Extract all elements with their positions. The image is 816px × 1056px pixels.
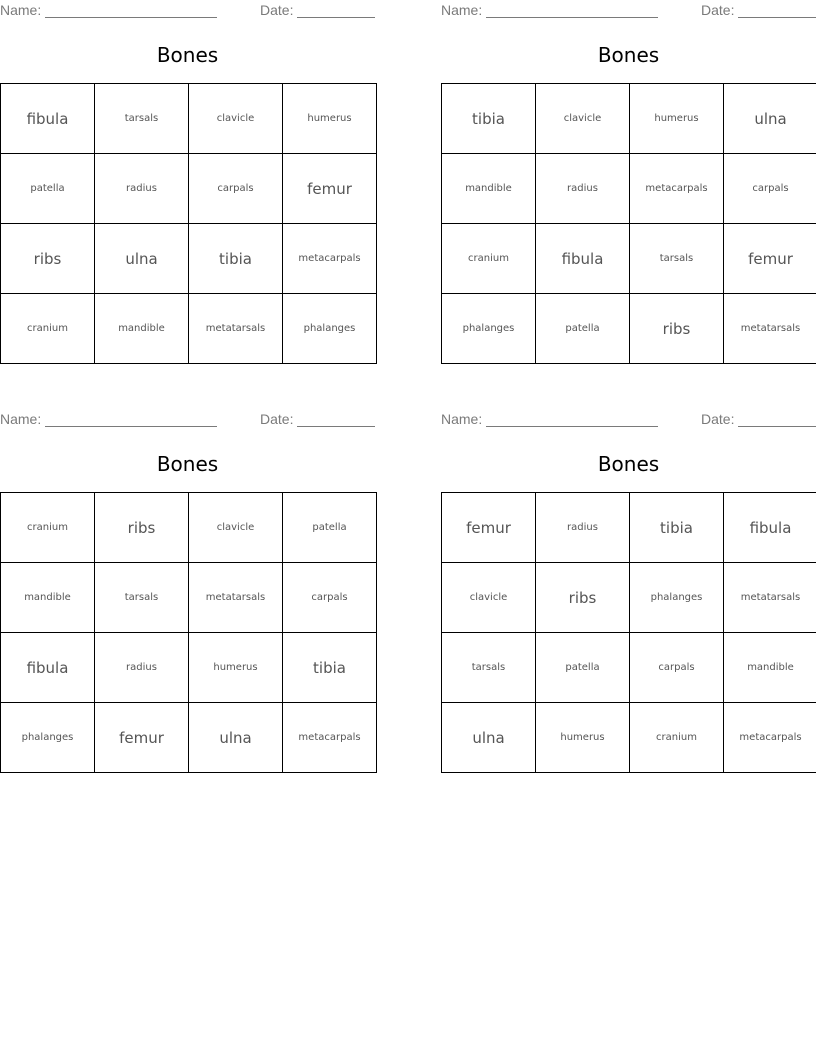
grid-cell: ribs: [1, 224, 95, 294]
grid-row: [1, 84, 377, 154]
grid-cell: ulna: [724, 84, 816, 154]
grid-row: [442, 563, 816, 633]
name-blank: [45, 426, 217, 427]
grid-cell: metacarpals: [283, 703, 377, 773]
grid-cell: tibia: [630, 493, 724, 563]
bingo-grid: [0, 492, 377, 773]
bingo-grid: [441, 83, 816, 364]
grid-cell: tibia: [189, 224, 283, 294]
grid-cell: phalanges: [442, 294, 536, 364]
grid-cell: mandible: [442, 154, 536, 224]
name-blank: [486, 426, 658, 427]
grid-cell: ulna: [189, 703, 283, 773]
grid-row: [1, 633, 377, 703]
name-label: Name:: [0, 411, 42, 427]
grid-cell: cranium: [442, 224, 536, 294]
grid-cell: ribs: [536, 563, 630, 633]
grid-row: [1, 493, 377, 563]
grid-cell: fibula: [536, 224, 630, 294]
grid-row: [1, 224, 377, 294]
grid-cell: patella: [536, 633, 630, 703]
name-date-header: [441, 411, 816, 429]
grid-cell: humerus: [536, 703, 630, 773]
grid-row: [442, 633, 816, 703]
grid-row: [1, 154, 377, 224]
grid-cell: tibia: [442, 84, 536, 154]
date-label: Date:: [260, 411, 294, 427]
name-label: Name:: [0, 2, 42, 18]
grid-row: [1, 294, 377, 364]
card-title: Bones: [597, 43, 660, 67]
grid-cell: metatarsals: [189, 563, 283, 633]
card-title: Bones: [156, 43, 219, 67]
grid-cell: humerus: [630, 84, 724, 154]
grid-row: [442, 84, 816, 154]
grid-cell: humerus: [189, 633, 283, 703]
grid-cell: cranium: [1, 294, 95, 364]
grid-cell: patella: [536, 294, 630, 364]
grid-cell: femur: [95, 703, 189, 773]
grid-cell: ribs: [630, 294, 724, 364]
grid-cell: femur: [724, 224, 816, 294]
grid-row: [442, 294, 816, 364]
date-blank: [738, 17, 816, 18]
grid-cell: metacarpals: [283, 224, 377, 294]
grid-cell: metacarpals: [724, 703, 816, 773]
grid-cell: metacarpals: [630, 154, 724, 224]
grid-cell: mandible: [1, 563, 95, 633]
bingo-grid: [441, 492, 816, 773]
grid-cell: mandible: [95, 294, 189, 364]
grid-cell: ribs: [95, 493, 189, 563]
grid-cell: clavicle: [189, 84, 283, 154]
grid-cell: ulna: [95, 224, 189, 294]
grid-cell: tarsals: [630, 224, 724, 294]
grid-cell: patella: [1, 154, 95, 224]
grid-cell: fibula: [724, 493, 816, 563]
grid-cell: carpals: [189, 154, 283, 224]
date-label: Date:: [701, 2, 735, 18]
date-blank: [297, 17, 375, 18]
date-blank: [738, 426, 816, 427]
grid-row: [442, 154, 816, 224]
grid-cell: cranium: [1, 493, 95, 563]
grid-cell: carpals: [724, 154, 816, 224]
grid-cell: phalanges: [283, 294, 377, 364]
grid-cell: humerus: [283, 84, 377, 154]
grid-cell: radius: [536, 493, 630, 563]
grid-cell: radius: [95, 633, 189, 703]
card-title: Bones: [156, 452, 219, 476]
date-label: Date:: [260, 2, 294, 18]
name-date-header: [0, 2, 375, 20]
grid-cell: radius: [536, 154, 630, 224]
grid-cell: ulna: [442, 703, 536, 773]
grid-cell: phalanges: [1, 703, 95, 773]
grid-cell: metatarsals: [724, 294, 816, 364]
name-date-header: [441, 2, 816, 20]
grid-cell: femur: [442, 493, 536, 563]
grid-cell: clavicle: [189, 493, 283, 563]
card-title: Bones: [597, 452, 660, 476]
grid-cell: clavicle: [442, 563, 536, 633]
grid-cell: metatarsals: [189, 294, 283, 364]
name-date-header: [0, 411, 375, 429]
grid-cell: clavicle: [536, 84, 630, 154]
grid-row: [442, 224, 816, 294]
grid-cell: tarsals: [95, 563, 189, 633]
grid-cell: cranium: [630, 703, 724, 773]
grid-row: [442, 493, 816, 563]
grid-cell: phalanges: [630, 563, 724, 633]
name-blank: [45, 17, 217, 18]
grid-cell: fibula: [1, 84, 95, 154]
date-label: Date:: [701, 411, 735, 427]
grid-cell: tarsals: [442, 633, 536, 703]
grid-cell: fibula: [1, 633, 95, 703]
grid-cell: patella: [283, 493, 377, 563]
grid-cell: radius: [95, 154, 189, 224]
grid-cell: carpals: [630, 633, 724, 703]
grid-cell: tibia: [283, 633, 377, 703]
bingo-grid: [0, 83, 377, 364]
grid-row: [442, 703, 816, 773]
grid-row: [1, 703, 377, 773]
grid-cell: carpals: [283, 563, 377, 633]
name-blank: [486, 17, 658, 18]
grid-row: [1, 563, 377, 633]
grid-cell: femur: [283, 154, 377, 224]
date-blank: [297, 426, 375, 427]
grid-cell: mandible: [724, 633, 816, 703]
name-label: Name:: [441, 411, 483, 427]
name-label: Name:: [441, 2, 483, 18]
grid-cell: metatarsals: [724, 563, 816, 633]
grid-cell: tarsals: [95, 84, 189, 154]
